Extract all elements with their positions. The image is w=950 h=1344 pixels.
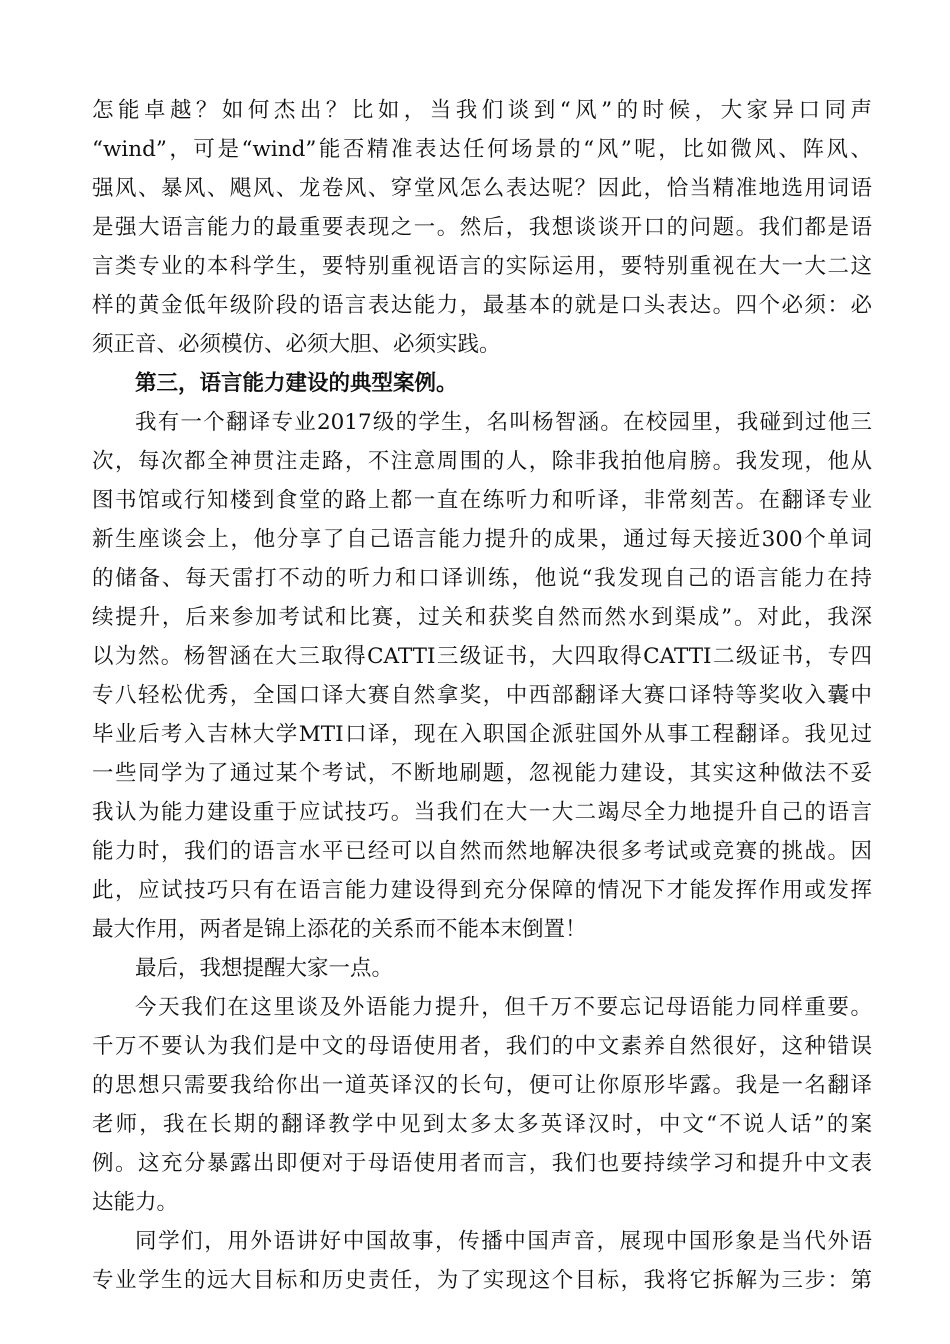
text-line: 千万不要认为我们是中文的母语使用者，我们的中文素养自然很好，这种错误 [92, 1034, 872, 1059]
text-line: 专业学生的远大目标和历史责任，为了实现这个目标，我将它拆解为三步：第 [92, 1268, 872, 1293]
section-heading: 第三，语言能力建设的典型案例。 [135, 371, 458, 396]
text-line: 的储备、每天雷打不动的听力和口译训练，他说“我发现自己的语言能力在持 [92, 566, 872, 591]
text-line: 最大作用，两者是锦上添花的关系而不能本末倒置！ [92, 917, 587, 942]
text-line: 怎能卓越？如何杰出？比如，当我们谈到“风”的时候，大家异口同声 [92, 98, 872, 123]
text-line: 次，每次都全神贯注走路，不注意周围的人，除非我拍他肩膀。我发现，他从 [92, 449, 872, 474]
text-line: 毕业后考入吉林大学MTI口译，现在入职国企派驻国外从事工程翻译。我见过 [92, 722, 872, 747]
text-line: 最后，我想提醒大家一点。 [135, 956, 394, 981]
text-line: 言类专业的本科学生，要特别重视语言的实际运用，要特别重视在大一大二这 [92, 254, 872, 279]
text-line: 须正音、必须模仿、必须大胆、必须实践。 [92, 332, 501, 357]
text-line: 新生座谈会上，他分享了自己语言能力提升的成果，通过每天接近300个单词 [92, 527, 872, 552]
text-line: 以为然。杨智涵在大三取得CATTI三级证书，大四取得CATTI二级证书，专四 [92, 644, 872, 669]
text-line: 此，应试技巧只有在语言能力建设得到充分保障的情况下才能发挥作用或发挥 [92, 878, 872, 903]
text-line: 例。这充分暴露出即便对于母语使用者而言，我们也要持续学习和提升中文表 [92, 1151, 872, 1176]
text-line: 强风、暴风、飓风、龙卷风、穿堂风怎么表达呢？因此，恰当精准地选用词语 [92, 176, 872, 201]
text-line: 专八轻松优秀，全国口译大赛自然拿奖，中西部翻译大赛口译特等奖收入囊中 [92, 683, 872, 708]
text-line: 达能力。 [92, 1190, 179, 1215]
text-line: 一些同学为了通过某个考试，不断地刷题，忽视能力建设，其实这种做法不妥 [92, 761, 872, 786]
text-line: 今天我们在这里谈及外语能力提升，但千万不要忘记母语能力同样重要。 [135, 995, 872, 1020]
text-line: 我认为能力建设重于应试技巧。当我们在大一大二竭尽全力地提升自己的语言 [92, 800, 872, 825]
text-line: 图书馆或行知楼到食堂的路上都一直在练听力和听译，非常刻苦。在翻译专业 [92, 488, 872, 513]
text-line: 老师，我在长期的翻译教学中见到太多太多英译汉时，中文“不说人话”的案 [92, 1112, 872, 1137]
text-line: 同学们，用外语讲好中国故事，传播中国声音，展现中国形象是当代外语 [135, 1229, 872, 1254]
text-line: 能力时，我们的语言水平已经可以自然而然地解决很多考试或竞赛的挑战。因 [92, 839, 872, 864]
text-line: 我有一个翻译专业2017级的学生，名叫杨智涵。在校园里，我碰到过他三 [135, 410, 872, 435]
text-line: 是强大语言能力的最重要表现之一。然后，我想谈谈开口的问题。我们都是语 [92, 215, 872, 240]
text-line: 的思想只需要我给你出一道英译汉的长句，便可让你原形毕露。我是一名翻译 [92, 1073, 872, 1098]
text-line: 续提升，后来参加考试和比赛，过关和获奖自然而然水到渠成”。对此，我深 [92, 605, 872, 630]
text-line: “wind”，可是“wind”能否精准表达任何场景的“风”呢，比如微风、阵风、 [92, 137, 872, 162]
text-line: 样的黄金低年级阶段的语言表达能力，最基本的就是口头表达。四个必须：必 [92, 293, 872, 318]
